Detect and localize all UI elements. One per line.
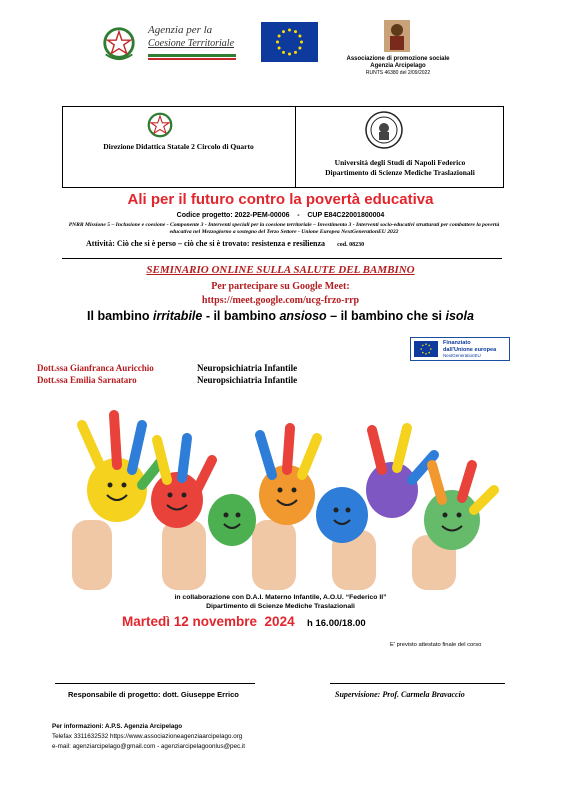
seminar-title: SEMINARIO ONLINE SULLA SALUTE DEL BAMBINO [146,264,415,276]
school-name: Direzione Didattica Statale 2 Circolo di Quarto [103,142,254,151]
footer-line-right [330,683,505,684]
university-name: Università degli Studi di Napoli Federico Dipartimento di Scienze Mediche Traslazionali [325,158,475,177]
project-title: Ali per il futuro contro la povertà educativa [127,191,434,208]
university-seal [364,110,404,150]
arcipelago-logo [384,20,410,52]
contact-email[interactable]: e-mail: agenziarcipelago@gmail.com - agenziarcipelagoonlus@pec.it [52,743,246,750]
italian-republic-emblem [100,24,138,62]
association-info: Associazione di promozione sociale Agenzia Arcipelago RUNTS 46380 del 2/09/2022 [346,56,450,76]
collaboration: in collaborazione con D.A.I. Materno Infantile, A.O.U. “Federico II” Dipartimento di Scienze Mediche Traslazionali [174,594,387,610]
meet-link[interactable]: https://meet.google.com/ucg-frzo-rrp [201,295,360,306]
speaker-row: Dott.ssa Emilia Sarnataro Neuropsichiatria Infantile [37,375,298,385]
agency-logo: Agenzia per la Coesione Territoriale [144,22,239,68]
seminar-subtitle: Il bambino irritabile - il bambino ansioso – il bambino che si isola [87,309,474,323]
supervision: Supervisione: Prof. Carmela Bravaccio [335,690,465,699]
activity-line: Attività: Ciò che si è perso – ciò che si è trovato: resistenza e resilienza cod. 08230 [86,239,365,248]
event-date: Martedì 12 novembre 2024 h 16.00/18.00 [122,614,366,629]
contact-info: Per informazioni: A.P.S. Agenzia Arcipelago Telefax 3311632532 https://www.associazioneagenziaarcipelago.org e-mail: agenziarcipelago@gmail.com - agenziarcipelagoonlus@pec.it [52,722,472,752]
painted-hands-image [62,410,502,590]
divider [62,258,502,259]
certificate-note: E' previsto attestato finale del corso [390,642,482,648]
italian-republic-emblem [145,110,175,140]
pnrr-description: PNRR Missione 5 – Inclusione e coesione - Componente 3 - Interventi speciali per la coesione territoriale – Investimento 3 - Interventi socio-educativi strutturati per combattere la povertà educativa nel Mezzogiorno a sostegno del Terzo Settore - Unione Europea NextGenerationEU 2022 [68,222,500,235]
project-codes: Codice progetto: 2022-PEM-00006 - CUP E84C22001800004 [176,212,385,219]
footer-line-left [55,683,255,684]
meet-label: Per partecipare su Google Meet: [211,281,350,292]
eu-funding-badge: Finanziato dall'Unione europea NextGenerationEU [410,337,510,361]
eu-flag-icon [414,341,438,357]
contact-phone[interactable]: Telefax 3311632532 https://www.associazioneagenziaarcipelago.org [52,733,243,740]
project-responsible: Responsabile di progetto: dott. Giuseppe Errico [68,690,239,699]
speakers-list [37,362,357,386]
speaker-row: Dott.ssa Gianfranca Auricchio Neuropsichiatria Infantile [37,363,298,373]
eu-flag-icon [261,22,318,62]
